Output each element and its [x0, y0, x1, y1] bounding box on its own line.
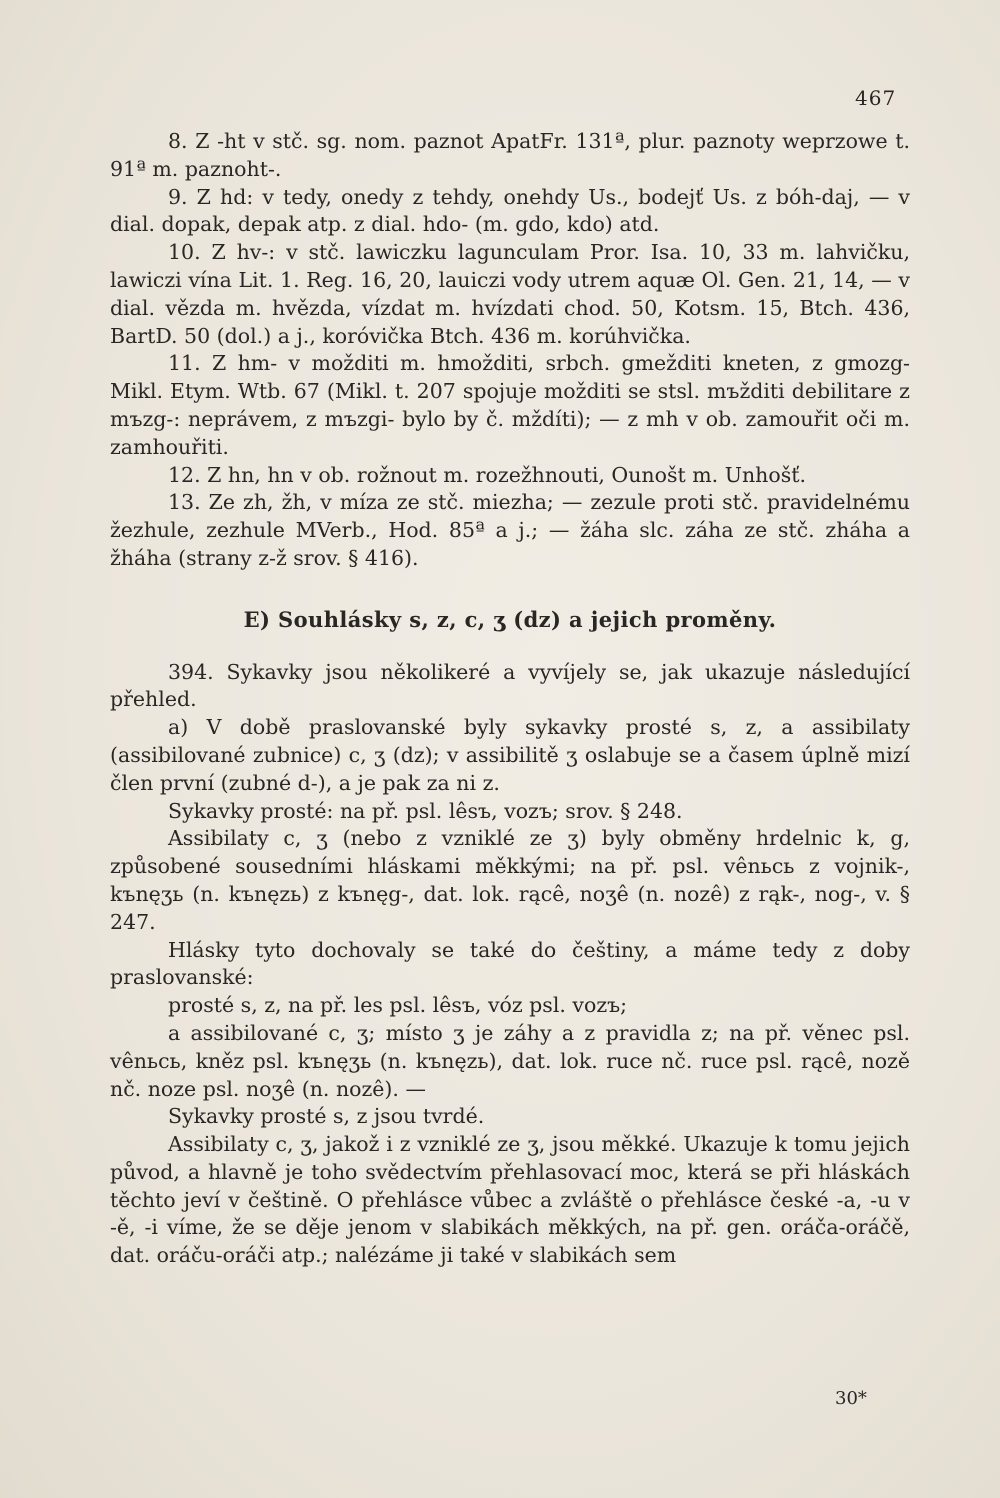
page-number: 467 — [855, 86, 897, 110]
paragraph-10: 10. Z hv-: v stč. lawiczku lagunculam Pror. Isa. 10, 33 m. lahvičku, lawiczi vína Lit. 1. Reg. 16, 20, lauiczi vody utrem aquæ Ol. Gen. 21, 14, — v dial. vězda m. hvězda, vízdat m. hvízdati chod. 50, Kotsm. 15, Btch. 436, BartD. 50 (dol.) a j., koróvička Btch. 436 m. korúhvička. — [110, 240, 910, 348]
paragraph-hlasky: Hlásky tyto dochovaly se také do češtiny, a máme tedy z doby praslovanské: — [110, 937, 910, 990]
paragraph-9: 9. Z hd: v tedy, onedy z tehdy, onehdy Us., bodejť Us. z bóh-daj, — v dial. dopak, depak atp. z dial. hdo- (m. gdo, kdo) atd. — [110, 184, 910, 237]
paragraph-a: a) V době praslovanské byly sykavky prosté s, z, a assibilaty (assibilované zubnice) c, ʒ (dz); v assibilitě ʒ oslabuje se a časem úplně mizí člen první (zubné d-), a je pak za ni z. — [110, 715, 910, 795]
paragraph-tvrde: Sykavky prosté s, z jsou tvrdé. — [168, 1104, 485, 1129]
paragraph-13: 13. Ze zh, žh, v míza ze stč. miezha; — zezule proti stč. pravidelnému žezhule, zezhule MVerb., Hod. 85ª a j.; — žáha slc. záha ze stč. zháha a žháha (strany z-ž srov. § 416). — [110, 490, 910, 570]
paragraph-11: 11. Z hm- v možditi m. hmožditi, srbch. gmežditi kneten, z gmozg- Mikl. Etym. Wtb. 67 (Mikl. t. 207 spojuje možditi se stsl. mъžditi debilitare z mъzg-: neprávem, z mъzgi- bylo by č. mždíti); — z mh v ob. zamouřit oči m. zamhouřiti. — [110, 351, 910, 459]
paragraph-mekke: Assibilaty c, ʒ, jakož i z vzniklé ze ʒ, jsou měkké. Ukazuje k tomu jejich původ, a hlavně je toho svědectvím přehlasovací moc, která se při hláskách těchto jeví v češtině. O přehlásce vůbec a zvláště o přehlásce české -a, -u v -ě, -i víme, že se děje jenom v slabikách měkkých, na př. gen. oráča-oráčě, dat. oráču-oráči atp.; nalézáme ji také v slabikách sem — [110, 1132, 910, 1268]
paragraph-prosté: Sykavky prosté: na př. psl. lêsъ, vozъ; srov. § 248. — [168, 798, 683, 823]
paragraph-assibilaty: Assibilaty c, ʒ (nebo z vzniklé ze ʒ) byly obměny hrdelnic k, g, způsobené sousedními hláskami měkkými; na př. psl. vênьcь z vojnik-, kъnęʒь (n. kъnęzь) z kъnęg-, dat. lok. rącê, noʒê (n. nozê) z rąk-, nog-, v. § 247. — [110, 826, 910, 934]
paragraph-8: 8. Z -ht v stč. sg. nom. paznot ApatFr. 131ª, plur. paznoty weprzowe t. 91ª m. paznoht-. — [110, 129, 910, 181]
paragraph-assibilovane: a assibilované c, ʒ; místo ʒ je záhy a z pravidla z; na př. věnec psl. vênьcь, kněz psl. kъnęʒь (n. kъnęzь), dat. lok. ruce nč. ruce psl. rącê, nozě nč. noze psl. noʒê (n. nozê). — — [110, 1020, 910, 1101]
section-heading: E) Souhlásky s, z, c, ʒ (dz) a jejich proměny. — [243, 606, 777, 632]
page-body — [110, 128, 910, 1270]
paragraph-12: 12. Z hn, hn v ob. rožnout m. rozežhnouti, Ounošt m. Unhošť. — [168, 462, 807, 487]
paragraph-394: 394. Sykavky jsou několikeré a vyvíjely se, jak ukazuje následující přehled. — [110, 659, 910, 712]
paragraph-proste-sz: prosté s, z, na př. les psl. lêsъ, vóz psl. vozъ; — [168, 993, 628, 1018]
printer-signature: 30* — [835, 1388, 867, 1409]
